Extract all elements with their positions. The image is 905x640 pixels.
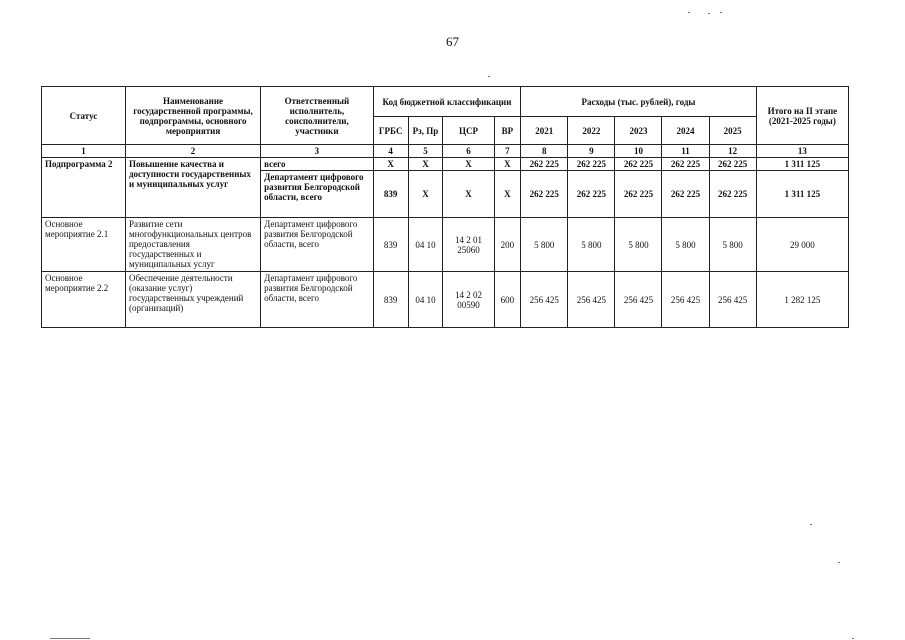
total-cell: 29 000: [756, 218, 848, 272]
header-rzpr: Рз, Пр: [408, 117, 443, 145]
column-number: 1: [42, 145, 126, 158]
executor-cell: Департамент цифрового развития Белгородской области, всего: [261, 272, 374, 328]
executor-cell: всего: [261, 158, 374, 171]
scan-speck: [810, 524, 812, 525]
value-2022-cell: 256 425: [568, 272, 615, 328]
total-cell: 1 311 125: [756, 171, 848, 218]
status-cell: Подпрограмма 2: [42, 158, 126, 218]
value-2023-cell: 256 425: [615, 272, 662, 328]
column-number: 3: [261, 145, 374, 158]
scan-speck: [838, 562, 840, 563]
grbs-cell: 839: [373, 218, 408, 272]
executor-cell: Департамент цифрового развития Белгородской области, всего: [261, 171, 374, 218]
scan-speck: [852, 638, 854, 639]
value-2021-cell: 5 800: [521, 218, 568, 272]
value-2023-cell: 262 225: [615, 171, 662, 218]
table-row: [42, 218, 849, 272]
rzpr-cell: 04 10: [408, 218, 443, 272]
scan-speck: [688, 12, 690, 13]
value-2022-cell: 262 225: [568, 171, 615, 218]
table-row: [42, 158, 849, 171]
rzpr-cell: Х: [408, 158, 443, 171]
value-2024-cell: 262 225: [662, 158, 709, 171]
value-2024-cell: 5 800: [662, 218, 709, 272]
name-cell: Повышение качества и доступности государственных и муниципальных услуг: [125, 158, 260, 218]
column-number: 11: [662, 145, 709, 158]
column-number: 5: [408, 145, 443, 158]
header-2024: 2024: [662, 117, 709, 145]
header-total: Итого на II этапе (2021-2025 годы): [756, 87, 848, 145]
value-2024-cell: 256 425: [662, 272, 709, 328]
value-2023-cell: 5 800: [615, 218, 662, 272]
name-cell: Обеспечение деятельности (оказание услуг) государственных учреждений (организаций): [125, 272, 260, 328]
csr-cell: 14 2 01 25060: [443, 218, 494, 272]
column-number: 7: [494, 145, 521, 158]
header-vr: ВР: [494, 117, 521, 145]
budget-table: [41, 86, 849, 328]
header-csr: ЦСР: [443, 117, 494, 145]
header-2023: 2023: [615, 117, 662, 145]
header-budget-code: Код бюджетной классификации: [373, 87, 520, 117]
vr-cell: Х: [494, 158, 521, 171]
grbs-cell: 839: [373, 272, 408, 328]
value-2022-cell: 5 800: [568, 218, 615, 272]
status-cell: Основное мероприятие 2.2: [42, 272, 126, 328]
vr-cell: 200: [494, 218, 521, 272]
column-number: 4: [373, 145, 408, 158]
value-2022-cell: 262 225: [568, 158, 615, 171]
status-cell: Основное мероприятие 2.1: [42, 218, 126, 272]
column-number: 9: [568, 145, 615, 158]
value-2021-cell: 256 425: [521, 272, 568, 328]
csr-cell: Х: [443, 171, 494, 218]
value-2025-cell: 5 800: [709, 218, 756, 272]
rzpr-cell: Х: [408, 171, 443, 218]
value-2021-cell: 262 225: [521, 171, 568, 218]
column-number: 8: [521, 145, 568, 158]
scan-speck: [488, 76, 490, 77]
value-2025-cell: 256 425: [709, 272, 756, 328]
table-row: [42, 272, 849, 328]
header-expenses: Расходы (тыс. рублей), годы: [521, 87, 757, 117]
column-number: 6: [443, 145, 494, 158]
header-status: Статус: [42, 87, 126, 145]
name-cell: Развитие сети многофункциональных центров предоставления государственных и муниципальных услуг: [125, 218, 260, 272]
value-2025-cell: 262 225: [709, 158, 756, 171]
value-2025-cell: 262 225: [709, 171, 756, 218]
page-number: 67: [446, 34, 459, 49]
header-2022: 2022: [568, 117, 615, 145]
executor-cell: Департамент цифрового развития Белгородской области, всего: [261, 218, 374, 272]
csr-cell: Х: [443, 158, 494, 171]
column-number: 2: [125, 145, 260, 158]
rzpr-cell: 04 10: [408, 272, 443, 328]
value-2024-cell: 262 225: [662, 171, 709, 218]
column-numbers-row: [42, 145, 849, 158]
column-number: 10: [615, 145, 662, 158]
scan-speck: [708, 13, 710, 14]
grbs-cell: Х: [373, 158, 408, 171]
header-executor: Ответственный исполнитель, соисполнители, участники: [261, 87, 374, 145]
total-cell: 1 311 125: [756, 158, 848, 171]
header-name: Наименование государственной программы, подпрограммы, основного мероприятия: [125, 87, 260, 145]
column-number: 12: [709, 145, 756, 158]
header-2021: 2021: [521, 117, 568, 145]
vr-cell: Х: [494, 171, 521, 218]
header-2025: 2025: [709, 117, 756, 145]
scan-speck: [50, 638, 90, 639]
value-2023-cell: 262 225: [615, 158, 662, 171]
grbs-cell: 839: [373, 171, 408, 218]
scan-speck: [720, 12, 722, 13]
column-number: 13: [756, 145, 848, 158]
header-row-1: [42, 87, 849, 117]
value-2021-cell: 262 225: [521, 158, 568, 171]
csr-cell: 14 2 02 00590: [443, 272, 494, 328]
total-cell: 1 282 125: [756, 272, 848, 328]
vr-cell: 600: [494, 272, 521, 328]
header-grbs: ГРБС: [373, 117, 408, 145]
